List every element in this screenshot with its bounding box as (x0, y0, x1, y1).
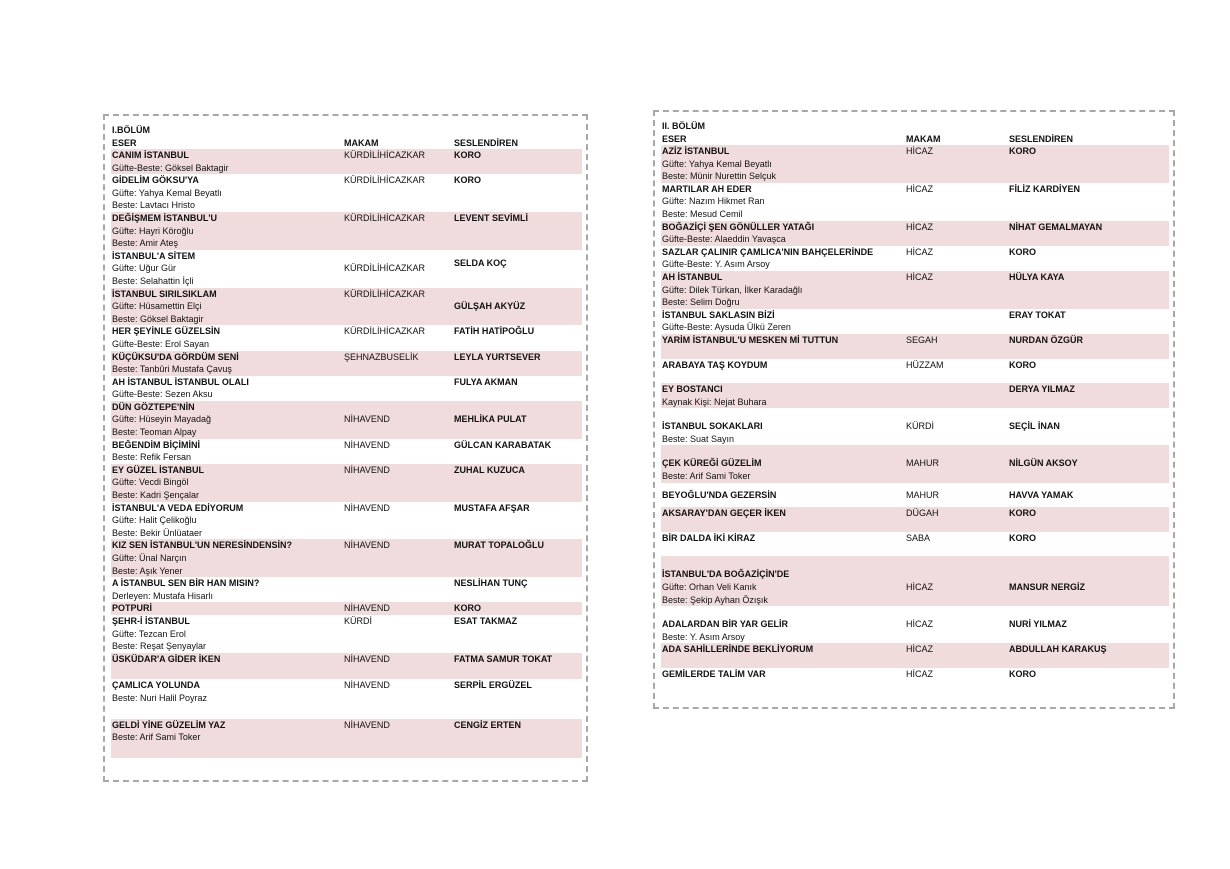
song-credit: Beste: Reşat Şenyaylar (112, 641, 207, 652)
song-title: MARTILAR AH EDER (662, 183, 752, 194)
performer-cell: SERPİL ERGÜZEL (454, 680, 532, 691)
song-credit: Beste: Arif Sami Toker (112, 732, 201, 743)
song-title: AH İSTANBUL (662, 271, 723, 282)
performer-cell: FULYA AKMAN (454, 376, 518, 387)
song-title: POTPURİ (112, 603, 153, 614)
performer-cell: NİHAT GEMALMAYAN (1009, 221, 1103, 232)
song-credit: Beste: Aşık Yener (112, 565, 183, 576)
performer-cell: FİLİZ KARDİYEN (1009, 183, 1080, 194)
song-list (661, 145, 1169, 687)
table-row (111, 653, 582, 680)
makam-cell: HİCAZ (906, 582, 933, 593)
song-title: ÜSKÜDAR'A GİDER İKEN (112, 653, 221, 664)
song-credit: Beste: Münir Nurettin Selçuk (662, 171, 777, 182)
table-row (111, 401, 582, 439)
song-credit: Güfte: Hayri Köroğlu (112, 225, 194, 236)
makam-cell: KÜRDİLİHİCAZKAR (344, 326, 426, 337)
performer-cell: KORO (454, 603, 481, 614)
section-title: I.BÖLÜM (112, 125, 150, 135)
section-title: II. BÖLÜM (662, 121, 705, 131)
makam-cell: ŞEHNAZBUSELİK (344, 351, 419, 362)
song-credit: Beste: Kadri Şençalar (112, 490, 200, 501)
performer-cell: GÜLŞAH AKYÜZ (454, 301, 526, 312)
song-title: GELDİ YİNE GÜZELİM YAZ (112, 719, 226, 730)
song-credit: Güfte-Beste: Erol Sayan (112, 338, 210, 349)
makam-cell: NİHAVEND (344, 680, 390, 691)
table-row (111, 719, 582, 758)
song-credit: Beste: Bekir Ünlüataer (112, 527, 203, 538)
song-credit: Güfte: Tezcan Erol (112, 628, 186, 639)
performer-cell: KORO (1009, 508, 1036, 519)
song-title: BEĞENDİM BİÇİMİNİ (112, 439, 201, 450)
song-credit: Güfte: Nazım Hikmet Ran (662, 196, 765, 207)
makam-cell: KÜRDİLİHİCAZKAR (344, 288, 426, 299)
table-row (111, 679, 582, 718)
performer-cell: ZUHAL KUZUCA (454, 464, 525, 475)
song-title: BEYOĞLU'NDA GEZERSİN (662, 489, 777, 500)
performer-cell: NURİ YILMAZ (1009, 619, 1067, 630)
performer-cell: FATMA SAMUR TOKAT (454, 653, 553, 664)
song-credit: Güfte: Yahya Kemal Beyatlı (112, 187, 222, 198)
song-title: AKSARAY'DAN GEÇER İKEN (662, 508, 786, 519)
table-row (661, 643, 1169, 668)
makam-cell: NİHAVEND (344, 464, 390, 475)
performer-cell: MANSUR NERGİZ (1009, 582, 1085, 593)
makam-cell: HÜZZAM (906, 359, 944, 370)
table-row (111, 539, 582, 577)
song-title: AH İSTANBUL İSTANBUL OLALI (112, 376, 249, 387)
table-row (111, 288, 582, 326)
song-credit: Beste: Tanbûri Mustafa Çavuş (112, 364, 232, 375)
performer-cell: SEÇİL İNAN (1009, 421, 1060, 432)
makam-cell: MAHUR (906, 489, 939, 500)
makam-cell: NİHAVEND (344, 414, 390, 425)
table-row (111, 212, 582, 250)
table-row (111, 615, 582, 653)
table-row (661, 246, 1169, 271)
performer-cell: LEVENT SEVİMLİ (454, 212, 529, 223)
makam-cell: NİHAVEND (344, 439, 390, 450)
makam-cell: NİHAVEND (344, 502, 390, 513)
song-title: ADALARDAN BİR YAR GELİR (662, 619, 789, 630)
performer-cell: NİLGÜN AKSOY (1009, 458, 1078, 469)
performer-cell: KORO (1009, 669, 1036, 679)
table-row (661, 334, 1169, 359)
table-row (111, 174, 582, 212)
song-credit: Beste: Y. Asım Arsoy (662, 631, 745, 642)
song-title: KÜÇÜKSU'DA GÖRDÜM SENİ (112, 351, 239, 362)
song-title: HER ŞEYİNLE GÜZELSİN (112, 326, 221, 337)
performer-cell: FATİH HATİPOĞLU (454, 326, 535, 337)
song-title: KIZ SEN İSTANBUL'UN NERESİNDENSİN? (112, 540, 292, 551)
table-row (111, 502, 582, 540)
table-row (111, 325, 582, 350)
makam-cell: SEGAH (906, 334, 938, 345)
song-credit: Güfte: Halit Çelikoğlu (112, 515, 197, 526)
song-title: İSTANBUL SAKLASIN BİZİ (662, 309, 775, 320)
makam-cell: HİCAZ (906, 271, 933, 282)
song-credit: Güfte-Beste: Aysuda Ülkü Zeren (662, 322, 791, 333)
song-credit: Güfte: Orhan Veli Kanık (662, 582, 757, 593)
song-credit: Güfte: Uğur Gür (112, 263, 177, 274)
song-title: ARABAYA TAŞ KOYDUM (662, 359, 768, 370)
performer-cell: GÜLCAN KARABATAK (454, 439, 552, 450)
table-row (661, 309, 1169, 334)
table-row (661, 668, 1169, 687)
song-title: ÇAMLICA YOLUNDA (112, 680, 200, 691)
makam-cell: KÜRDİLİHİCAZKAR (344, 150, 426, 160)
song-title: EY BOSTANCI (662, 384, 723, 395)
song-credit: Beste: Arif Sami Toker (662, 471, 751, 482)
song-credit: Derleyen: Mustafa Hisarlı (112, 590, 214, 601)
makam-cell: DÜGAH (906, 508, 939, 519)
makam-cell: KÜRDİLİHİCAZKAR (344, 175, 426, 186)
table-row (111, 351, 582, 376)
makam-cell: KÜRDİLİHİCAZKAR (344, 212, 426, 223)
header-eser: ESER (662, 134, 687, 144)
makam-cell: HİCAZ (906, 644, 933, 655)
makam-cell: HİCAZ (906, 246, 933, 257)
song-title: ÇEK KÜREĞİ GÜZELİM (662, 458, 762, 469)
performer-cell: CENGİZ ERTEN (454, 719, 522, 730)
table-row (111, 602, 582, 615)
song-title: CANIM İSTANBUL (112, 150, 189, 160)
performer-cell: HAVVA YAMAK (1009, 489, 1074, 500)
makam-cell: HİCAZ (906, 619, 933, 630)
performer-cell: MEHLİKA PULAT (454, 414, 527, 425)
song-credit: Beste: Selim Doğru (662, 297, 740, 308)
makam-cell: KÜRDİLİHİCAZKAR (344, 263, 426, 274)
header-eser: ESER (112, 138, 137, 148)
makam-cell: HİCAZ (906, 221, 933, 232)
song-title: İSTANBUL SIRILSIKLAM (112, 288, 217, 299)
performer-cell: DERYA YILMAZ (1009, 384, 1075, 395)
song-title: İSTANBUL'A SİTEM (112, 250, 196, 261)
song-credit: Güfte-Beste: Alaeddin Yavaşca (662, 234, 786, 245)
makam-cell: NİHAVEND (344, 719, 390, 730)
song-title: İSTANBUL SOKAKLARI (662, 421, 763, 432)
song-credit: Güfte-Beste: Sezen Aksu (112, 389, 213, 400)
table-row (661, 445, 1169, 482)
song-credit: Beste: Şekip Ayhan Özışık (662, 594, 768, 605)
table-row (111, 464, 582, 502)
song-credit: Beste: Amir Ateş (112, 238, 179, 249)
makam-cell: HİCAZ (906, 669, 933, 679)
song-title: EY GÜZEL İSTANBUL (112, 464, 205, 475)
song-credit: Beste: Lavtacı Hristo (112, 200, 196, 211)
performer-cell: LEYLA YURTSEVER (454, 351, 541, 362)
makam-cell: HİCAZ (906, 146, 933, 156)
table-row (661, 507, 1169, 532)
table-row (661, 556, 1169, 606)
song-credit: Güfte: Yahya Kemal Beyatlı (662, 158, 772, 169)
song-credit: Beste: Nuri Halil Poyraz (112, 692, 208, 703)
song-credit: Güfte: Dilek Türkan, İlker Karadağlı (662, 284, 803, 295)
table-row (111, 250, 582, 288)
song-credit: Beste: Refik Fersan (112, 452, 192, 463)
makam-cell: SABA (906, 532, 931, 543)
makam-cell: NİHAVEND (344, 603, 390, 614)
table-body (111, 124, 582, 758)
song-credit: Güfte-Beste: Y. Asım Arsoy (662, 259, 770, 270)
table-row (661, 183, 1169, 221)
table-row (661, 271, 1169, 309)
song-credit: Güfte: Ünal Narçın (112, 553, 187, 563)
performer-cell: KORO (454, 150, 481, 160)
makam-cell: NİHAVEND (344, 653, 390, 664)
song-credit: Beste: Göksel Baktagir (112, 313, 204, 324)
performer-cell: NURDAN ÖZGÜR (1009, 334, 1083, 345)
song-title: A İSTANBUL SEN BİR HAN MISIN? (112, 578, 260, 589)
song-credit: Güfte-Beste: Göksel Baktagir (112, 162, 229, 173)
song-credit: Güfte: Hüseyin Mayadağ (112, 414, 212, 425)
song-credit: Beste: Selahattin İçli (112, 275, 194, 286)
header-makam: MAKAM (344, 138, 379, 148)
song-title: AZİZ İSTANBUL (662, 146, 730, 156)
table-row (661, 483, 1169, 508)
table-body (661, 120, 1169, 687)
song-credit: Kaynak Kişi: Nejat Buhara (662, 396, 767, 407)
program-table-part-1 (103, 114, 588, 782)
performer-cell: NESLİHAN TUNÇ (454, 578, 528, 589)
song-credit: Beste: Mesud Cemil (662, 208, 743, 219)
table-row (111, 577, 582, 602)
song-title: DEĞİŞMEM İSTANBUL'U (112, 212, 217, 223)
performer-cell: KORO (1009, 246, 1036, 257)
song-title: GİDELİM GÖKSU'YA (112, 175, 199, 186)
table-row (111, 149, 582, 174)
program-table-part-2 (653, 110, 1175, 709)
makam-cell: NİHAVEND (344, 540, 390, 551)
song-title: DÜN GÖZTEPE'NİN (112, 401, 195, 412)
makam-cell: MAHUR (906, 458, 939, 469)
song-credit: Beste: Teoman Alpay (112, 427, 197, 438)
table-row (661, 606, 1169, 643)
song-title: BOĞAZİÇİ ŞEN GÖNÜLLER YATAĞI (662, 221, 815, 232)
song-title: YARİM İSTANBUL'U MESKEN Mİ TUTTUN (662, 334, 839, 345)
performer-cell: KORO (1009, 146, 1036, 156)
column-headers (111, 137, 582, 149)
column-headers (661, 133, 1169, 145)
table-row (661, 145, 1169, 183)
table-row (111, 439, 582, 464)
performer-cell: SELDA KOÇ (454, 258, 507, 269)
performer-cell: KORO (1009, 359, 1036, 370)
song-title: BİR DALDA İKİ KİRAZ (662, 532, 756, 543)
song-title: GEMİLERDE TALİM VAR (662, 669, 766, 679)
table-row (111, 376, 582, 401)
performer-cell: MUSTAFA AFŞAR (454, 502, 530, 513)
performer-cell: KORO (1009, 532, 1036, 543)
song-title: İSTANBUL'A VEDA EDİYORUM (112, 502, 244, 513)
performer-cell: ABDULLAH KARAKUŞ (1009, 644, 1107, 655)
performer-cell: HÜLYA KAYA (1009, 271, 1065, 282)
makam-cell: KÜRDİ (906, 421, 935, 432)
song-credit: Güfte: Vecdi Bingöl (112, 477, 189, 488)
header-seslendiren: SESLENDİREN (454, 138, 519, 148)
performer-cell: KORO (454, 175, 481, 186)
song-credit: Güfte: Hüsamettin Elçi (112, 301, 202, 312)
performer-cell: MURAT TOPALOĞLU (454, 540, 544, 551)
table-row (661, 383, 1169, 408)
header-makam: MAKAM (906, 134, 941, 144)
table-row (661, 532, 1169, 557)
song-title: İSTANBUL'DA BOĞAZİÇİN'DE (662, 569, 790, 580)
performer-cell: ERAY TOKAT (1009, 309, 1066, 320)
song-title: ŞEHR-İ İSTANBUL (112, 615, 190, 626)
table-row (661, 359, 1169, 384)
header-seslendiren: SESLENDİREN (1009, 134, 1074, 144)
table-row (661, 408, 1169, 445)
makam-cell: HİCAZ (906, 183, 933, 194)
makam-cell: KÜRDİ (344, 615, 373, 626)
table-row (661, 221, 1169, 246)
performer-cell: ESAT TAKMAZ (454, 615, 518, 626)
song-credit: Beste: Suat Sayın (662, 433, 735, 444)
song-title: SAZLAR ÇALINIR ÇAMLICA'NIN BAHÇELERİNDE (662, 246, 874, 257)
song-list (111, 149, 582, 758)
song-title: ADA SAHİLLERİNDE BEKLİYORUM (662, 644, 814, 655)
